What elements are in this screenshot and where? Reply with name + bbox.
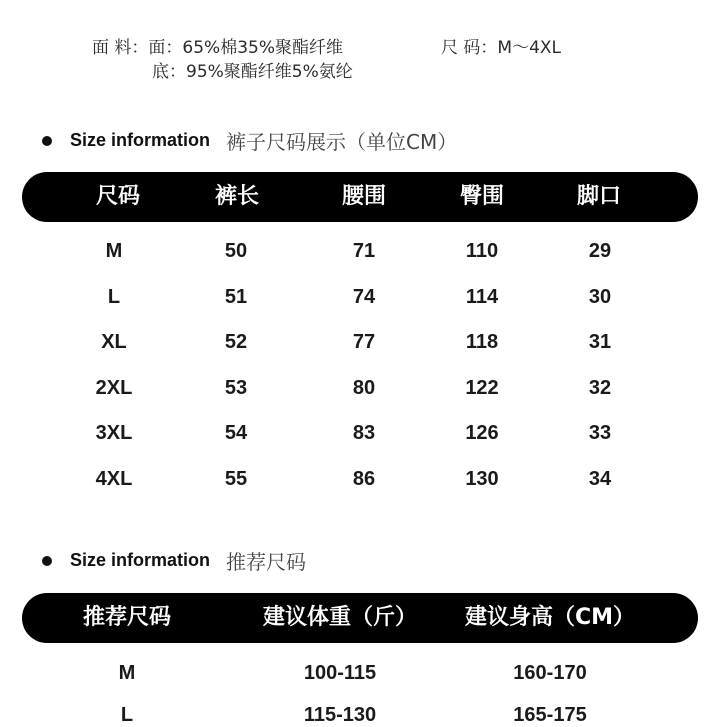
recommend-table-header-cell: 建议身高（CM）	[464, 605, 636, 630]
size-table-row-cell: 83	[352, 422, 376, 445]
size-table-row-cell: 29	[588, 240, 612, 262]
bullet-dot-icon	[42, 556, 52, 566]
recommend-table-header-bar	[22, 593, 698, 643]
recommend-table-row-cell: 160-170	[513, 662, 587, 684]
size-table-row-cell: 33	[588, 422, 612, 445]
size-table-row-cell: 71	[352, 240, 376, 262]
size-table-row-cell: 34	[588, 468, 612, 490]
size-table-heading-en: Size information	[70, 130, 211, 150]
size-table-row-cell: XL	[101, 331, 127, 354]
size-table-row-cell: 30	[588, 285, 612, 308]
size-table-row-cell: L	[107, 285, 121, 308]
size-table-header-cell: 腰围	[341, 184, 387, 209]
recommend-table-row-cell: M	[118, 662, 136, 684]
size-table-row-cell: 55	[224, 468, 248, 490]
size-table-row-cell: 114	[465, 285, 499, 308]
size-table-row-cell: 74	[352, 285, 376, 308]
size-range-value: M～4XL	[497, 38, 562, 58]
fabric-outer-value: 65%棉35%聚酯纤维	[182, 38, 343, 58]
size-table-row-cell: 130	[465, 468, 499, 490]
size-table-row-cell: 3XL	[95, 422, 133, 445]
recommend-table-row-cell: 100-115	[303, 662, 377, 684]
size-table-header-cell: 臀围	[459, 184, 505, 209]
size-table-row-cell: 86	[352, 468, 376, 490]
size-table-row-cell: 110	[465, 240, 499, 262]
recommend-table-row-cell: L	[120, 704, 134, 726]
recommend-table-row-cell: 165-175	[513, 704, 587, 726]
size-table-header-bar	[22, 172, 698, 222]
fabric-lining-value: 95%聚酯纤维5%氨纶	[186, 62, 353, 82]
recommend-table-header-cell: 建议体重（斤）	[262, 605, 418, 630]
size-table-row-cell: 53	[224, 376, 248, 399]
size-table-row-cell: 118	[465, 331, 499, 354]
size-table-row-cell: 51	[224, 285, 248, 308]
size-table-row-cell: 52	[224, 331, 248, 354]
fabric-outer-label: 面 料：面：	[92, 38, 183, 58]
size-table-header-cell: 脚口	[576, 184, 622, 209]
size-table-header-cell: 裤长	[214, 184, 260, 209]
size-table-row-cell: 77	[352, 331, 376, 354]
size-range-line	[441, 33, 561, 58]
size-table-row-cell: 32	[588, 376, 612, 399]
recommend-table-heading	[42, 546, 306, 575]
size-table-row-cell: 126	[465, 422, 499, 445]
size-table-row-cell: 50	[224, 240, 248, 262]
size-table-row-cell: 54	[224, 422, 248, 445]
size-table-heading-cn: 裤子尺码展示（单位CM）	[226, 130, 458, 154]
size-table-row-cell: 31	[588, 331, 612, 354]
recommend-table-row-cell: 115-130	[303, 704, 377, 726]
size-range-label: 尺 码：	[441, 38, 498, 58]
fabric-lining-label: 底：	[152, 62, 186, 82]
recommend-table-heading-cn: 推荐尺码	[226, 550, 307, 574]
recommend-table-header-cell: 推荐尺码	[82, 605, 172, 630]
size-table-heading	[42, 126, 457, 155]
bullet-dot-icon	[42, 136, 52, 146]
size-table-row-cell: 80	[352, 376, 376, 399]
recommend-table-heading-en: Size information	[70, 550, 211, 570]
size-table-row-cell: 2XL	[95, 376, 133, 399]
fabric-outer-line	[92, 33, 343, 58]
size-table-row-cell: M	[105, 240, 123, 262]
size-table-header-cell: 尺码	[95, 184, 141, 209]
size-table-row-cell: 4XL	[95, 468, 133, 490]
size-table-row-cell: 122	[465, 376, 499, 399]
fabric-lining-line	[152, 57, 353, 82]
